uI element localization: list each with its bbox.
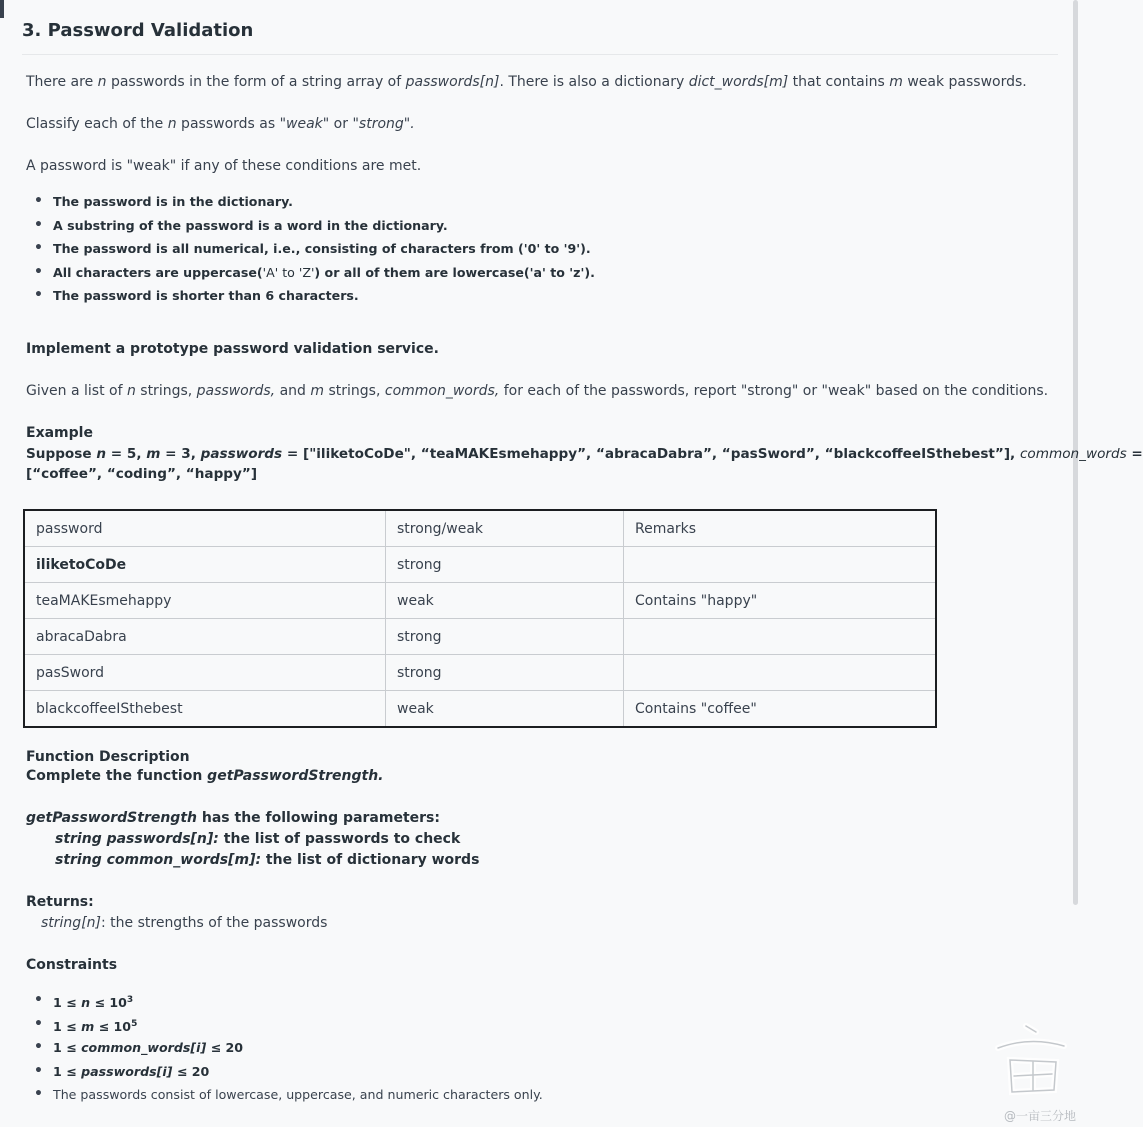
constraint-item: • 1 ≤ passwords[i] ≤ 20	[26, 1060, 543, 1084]
table-cell: iliketoCoDe	[24, 547, 386, 583]
function-complete-line: Complete the function getPasswordStrength.	[26, 768, 384, 784]
table-cell	[624, 547, 937, 583]
table-cell: strong	[386, 547, 624, 583]
constraint-item: • 1 ≤ common_words[i] ≤ 20	[26, 1036, 543, 1060]
returns-heading: Returns:	[26, 894, 94, 910]
constraint-item: • The passwords consist of lowercase, uppercase, and numeric characters only.	[26, 1083, 543, 1107]
constraints-heading: Constraints	[26, 957, 118, 973]
table-cell: weak	[386, 583, 624, 619]
implement-heading: Implement a prototype password validation service.	[26, 341, 439, 357]
param-passwords: string passwords[n]: the list of passwords to check	[55, 831, 461, 847]
table-header-cell: password	[24, 510, 386, 547]
intro-line-2: Classify each of the n passwords as "weak" or "strong".	[26, 116, 415, 132]
table-row	[24, 655, 936, 691]
table-cell	[624, 619, 937, 655]
condition-item: • A substring of the password is a word in the dictionary.	[26, 214, 595, 238]
weak-definition: A password is "weak" if any of these conditions are met.	[26, 158, 422, 174]
condition-item: • The password is shorter than 6 characters.	[26, 284, 595, 308]
example-line-2: [“coffee”, “coding”, “happy”]	[26, 466, 258, 482]
table-row	[24, 547, 936, 583]
table-cell: strong	[386, 655, 624, 691]
table-cell	[624, 655, 937, 691]
table-cell: Contains "coffee"	[624, 691, 937, 728]
function-description-heading: Function Description	[26, 749, 190, 765]
table-cell: teaMAKEsmehappy	[24, 583, 386, 619]
table-header-row	[24, 510, 936, 547]
left-accent-bar	[0, 0, 4, 18]
condition-item: • All characters are uppercase('A' to 'Z') or all of them are lowercase('a' to 'z').	[26, 261, 595, 285]
params-intro: getPasswordStrength has the following parameters:	[26, 810, 440, 826]
title-divider	[22, 54, 1058, 55]
problem-title: 3. Password Validation	[22, 20, 254, 41]
table-cell: blackcoffeeISthebest	[24, 691, 386, 728]
condition-item: • The password is in the dictionary.	[26, 190, 595, 214]
weak-conditions-list	[26, 190, 595, 308]
table-cell: Contains "happy"	[624, 583, 937, 619]
constraint-item: • $1 \le m \le 10^5$	[26, 1013, 543, 1037]
table-cell: strong	[386, 619, 624, 655]
watermark-text: @一亩三分地	[1003, 1109, 1076, 1123]
constraints-list	[26, 989, 543, 1107]
table-row	[24, 619, 936, 655]
constraint-item: • $1 \le n \le 10^3$	[26, 989, 543, 1013]
table-header-cell: strong/weak	[386, 510, 624, 547]
table-cell: pasSword	[24, 655, 386, 691]
table-cell: abracaDabra	[24, 619, 386, 655]
returns-line: string[n]: the strengths of the passwords	[41, 915, 328, 931]
table-row	[24, 583, 936, 619]
table-row	[24, 691, 936, 728]
condition-item: • The password is all numerical, i.e., consisting of characters from ('0' to '9').	[26, 237, 595, 261]
example-table	[23, 509, 937, 728]
example-line-1: Suppose n = 5, m = 3, passwords = ["iliketoCoDe", “teaMAKEsmehappy”, “abracaDabra”, “pasSword”, “blackcoffeeISthebest”], common_words =	[26, 446, 1143, 462]
watermark-logo-icon	[990, 1018, 1072, 1100]
table-cell: weak	[386, 691, 624, 728]
table-header-cell: Remarks	[624, 510, 937, 547]
param-common-words: string common_words[m]: the list of dictionary words	[55, 852, 480, 868]
given-line: Given a list of n strings, passwords, and m strings, common_words, for each of the passwords, report "strong" or "weak" based on the conditions.	[26, 383, 1049, 399]
example-heading: Example	[26, 425, 93, 441]
intro-line-1: There are n passwords in the form of a string array of passwords[n]. There is also a dictionary dict_words[m] that contains m weak passwords.	[26, 74, 1027, 90]
